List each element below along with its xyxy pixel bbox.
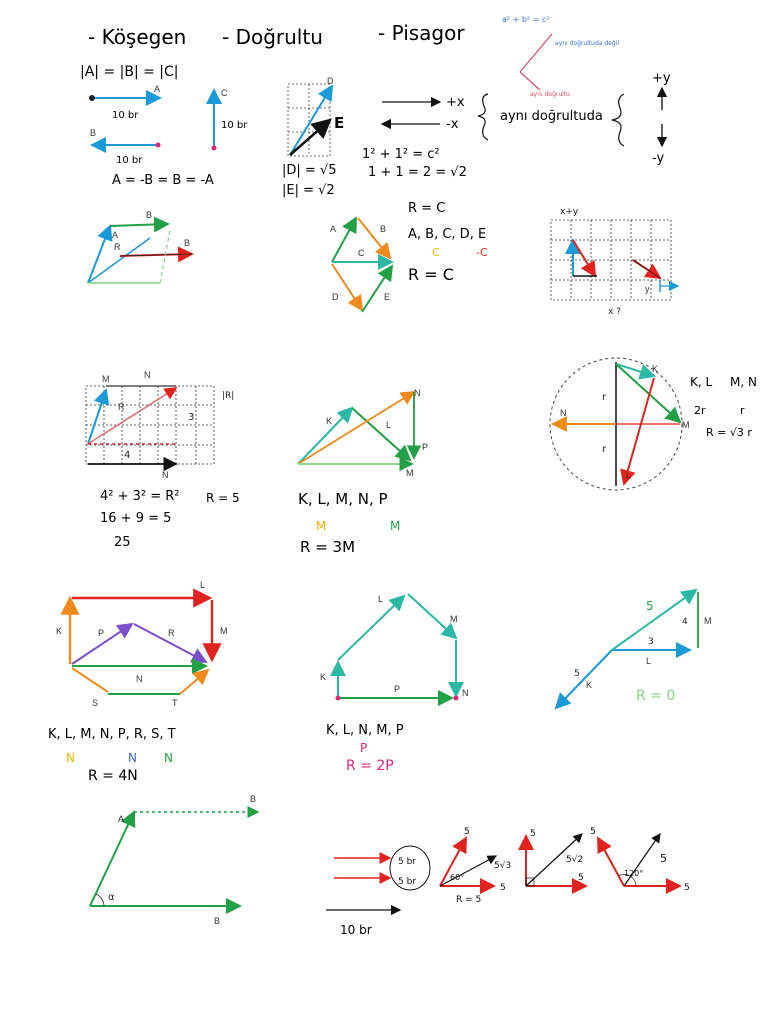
svg-text:M, N: M, N xyxy=(730,375,757,389)
svg-text:5: 5 xyxy=(578,873,584,883)
svg-text:+y: +y xyxy=(652,71,671,86)
heading-dogrultu: - Doğrultu xyxy=(222,25,323,49)
svg-text:N: N xyxy=(144,370,151,380)
svg-text:R = 4N: R = 4N xyxy=(88,768,138,784)
svg-text:L: L xyxy=(200,580,206,590)
svg-text:P: P xyxy=(422,442,429,452)
svg-text:N: N xyxy=(164,751,173,765)
svg-text:|E| = √2: |E| = √2 xyxy=(282,183,335,198)
section-klmnp xyxy=(298,388,428,556)
svg-text:4: 4 xyxy=(124,450,131,461)
svg-text:K: K xyxy=(320,672,327,682)
section-abcde xyxy=(330,201,488,312)
svg-text:K: K xyxy=(326,416,333,426)
svg-text:R: R xyxy=(118,402,125,412)
svg-text:K, L, M, N, P: K, L, M, N, P xyxy=(298,490,388,508)
svg-text:L: L xyxy=(646,656,652,666)
svg-text:R = 2P: R = 2P xyxy=(346,758,394,774)
svg-text:C: C xyxy=(432,246,440,259)
svg-text:B: B xyxy=(214,916,221,926)
svg-text:A: A xyxy=(154,84,161,94)
svg-text:M: M xyxy=(102,374,110,384)
svg-text:5: 5 xyxy=(530,829,536,839)
svg-text:r: r xyxy=(602,444,607,455)
svg-text:4² + 3² = R²: 4² + 3² = R² xyxy=(100,489,180,504)
svg-text:-C: -C xyxy=(476,246,488,259)
section-house xyxy=(320,594,469,774)
svg-text:3: 3 xyxy=(648,637,654,647)
svg-text:A: A xyxy=(112,230,119,240)
svg-text:N: N xyxy=(66,751,75,765)
svg-text:a² + b² = c²: a² + b² = c² xyxy=(502,15,550,24)
section-circle xyxy=(550,358,757,490)
svg-text:60°: 60° xyxy=(450,873,465,882)
svg-text:R = 3M: R = 3M xyxy=(300,538,356,556)
svg-text:120°: 120° xyxy=(624,869,644,878)
svg-text:1 + 1 = 2 = √2: 1 + 1 = 2 = √2 xyxy=(368,165,467,180)
svg-text:R: R xyxy=(168,628,175,638)
svg-text:P: P xyxy=(394,684,401,694)
svg-text:4: 4 xyxy=(682,617,688,627)
svg-text:10 br: 10 br xyxy=(112,110,139,121)
svg-text:K: K xyxy=(652,364,659,374)
section-90deg xyxy=(526,829,586,886)
svg-text:|D| = √5: |D| = √5 xyxy=(282,163,337,178)
svg-text:-x: -x xyxy=(446,117,459,132)
svg-text:α: α xyxy=(108,892,115,903)
svg-text:5 br: 5 br xyxy=(398,857,416,867)
svg-text:M: M xyxy=(390,519,401,533)
svg-text:25: 25 xyxy=(114,535,131,550)
section-angle-ab xyxy=(90,794,258,926)
svg-text:N: N xyxy=(462,688,469,698)
svg-text:M: M xyxy=(704,616,712,626)
svg-text:16 + 9 = 5: 16 + 9 = 5 xyxy=(100,511,172,526)
svg-text:B: B xyxy=(90,128,97,138)
svg-text:A, B, C, D, E: A, B, C, D, E xyxy=(408,227,487,242)
section-120deg xyxy=(590,827,690,893)
svg-text:N: N xyxy=(136,674,143,684)
svg-text:N: N xyxy=(162,470,169,480)
svg-text:C: C xyxy=(358,248,365,258)
svg-text:B: B xyxy=(380,224,387,234)
svg-text:B: B xyxy=(146,210,153,220)
svg-text:L: L xyxy=(626,470,632,480)
svg-text:K: K xyxy=(586,680,593,690)
svg-text:N: N xyxy=(414,388,421,398)
svg-text:M: M xyxy=(450,614,458,624)
svg-text:R = 5: R = 5 xyxy=(456,895,482,905)
svg-text:A: A xyxy=(330,224,337,234)
svg-text:D: D xyxy=(332,292,339,302)
svg-text:E: E xyxy=(334,114,345,132)
svg-text:K, L, N, M, P: K, L, N, M, P xyxy=(326,723,404,738)
heading-kosegen: - Köşegen xyxy=(88,25,187,49)
svg-text:x ?: x ? xyxy=(608,307,621,317)
section-parallelogram xyxy=(88,210,192,283)
svg-text:aynı doğrultuda değil: aynı doğrultuda değil xyxy=(555,40,620,47)
svg-text:C: C xyxy=(221,88,228,98)
section-equal-vectors xyxy=(80,64,248,188)
svg-text:A: A xyxy=(118,814,125,824)
svg-text:5: 5 xyxy=(660,852,667,865)
svg-text:R = C: R = C xyxy=(408,201,446,216)
svg-text:aynı doğrultuda: aynı doğrultuda xyxy=(500,109,603,124)
svg-text:N: N xyxy=(560,408,567,418)
section-5br-arrows xyxy=(326,846,430,937)
heading-pisagor: - Pisagor xyxy=(378,21,465,45)
svg-text:D: D xyxy=(327,76,334,86)
svg-text:M: M xyxy=(220,626,228,636)
svg-text:+x: +x xyxy=(446,95,465,110)
section-grid-mn xyxy=(86,370,240,550)
svg-text:L: L xyxy=(386,420,392,430)
svg-text:5√2: 5√2 xyxy=(566,855,584,865)
svg-text:R = C: R = C xyxy=(408,265,454,284)
magnitude-equality: |A| = |B| = |C| xyxy=(80,64,179,80)
svg-text:R = 5: R = 5 xyxy=(206,491,240,505)
svg-text:5: 5 xyxy=(500,883,506,893)
svg-text:aynı doğrultu: aynı doğrultu xyxy=(530,91,570,98)
svg-text:R = 0: R = 0 xyxy=(636,688,676,704)
svg-text:3: 3 xyxy=(188,412,195,423)
svg-text:K, L, M, N, P, R, S, T: K, L, M, N, P, R, S, T xyxy=(48,727,176,742)
section-grid-xy xyxy=(551,207,678,317)
svg-text:r: r xyxy=(602,392,607,403)
svg-text:5: 5 xyxy=(590,827,596,837)
svg-text:M: M xyxy=(316,519,327,533)
section-grid-de xyxy=(282,76,467,198)
svg-text:-y: -y xyxy=(652,151,665,166)
svg-text:1² + 1² = c²: 1² + 1² = c² xyxy=(362,147,440,162)
section-k-l-m-zero xyxy=(556,590,712,708)
svg-text:L: L xyxy=(378,594,384,604)
svg-text:5 br: 5 br xyxy=(398,877,416,887)
svg-text:M: M xyxy=(406,468,414,478)
svg-text:2r: 2r xyxy=(694,404,706,417)
svg-text:10 br: 10 br xyxy=(340,923,372,937)
svg-text:E: E xyxy=(384,292,391,302)
vector-identity: A = -B = B = -A xyxy=(112,173,214,188)
section-klmnprst xyxy=(48,580,228,784)
svg-text:5: 5 xyxy=(646,599,654,613)
svg-text:10 br: 10 br xyxy=(221,120,248,131)
svg-text:S: S xyxy=(92,698,99,708)
svg-text:|R|: |R| xyxy=(222,391,235,401)
svg-text:5: 5 xyxy=(574,669,580,679)
svg-text:R: R xyxy=(114,242,121,252)
svg-text:K, L: K, L xyxy=(690,375,713,389)
svg-text:B: B xyxy=(250,794,257,804)
svg-text:R = √3 r: R = √3 r xyxy=(706,426,752,439)
svg-text:K: K xyxy=(56,626,63,636)
pythagoras-note xyxy=(502,15,619,98)
svg-text:B: B xyxy=(184,238,191,248)
svg-text:N: N xyxy=(128,751,137,765)
svg-text:10 br: 10 br xyxy=(116,155,143,166)
svg-text:r: r xyxy=(740,404,745,417)
svg-text:x+y: x+y xyxy=(560,207,579,217)
svg-text:y: y xyxy=(645,284,650,294)
svg-text:M: M xyxy=(682,420,690,430)
svg-text:5: 5 xyxy=(464,827,470,837)
svg-text:P: P xyxy=(98,628,105,638)
svg-text:T: T xyxy=(172,698,178,708)
svg-text:5√3: 5√3 xyxy=(494,861,512,871)
svg-text:P: P xyxy=(360,741,368,755)
svg-text:5: 5 xyxy=(684,883,690,893)
section-60deg xyxy=(440,827,511,905)
